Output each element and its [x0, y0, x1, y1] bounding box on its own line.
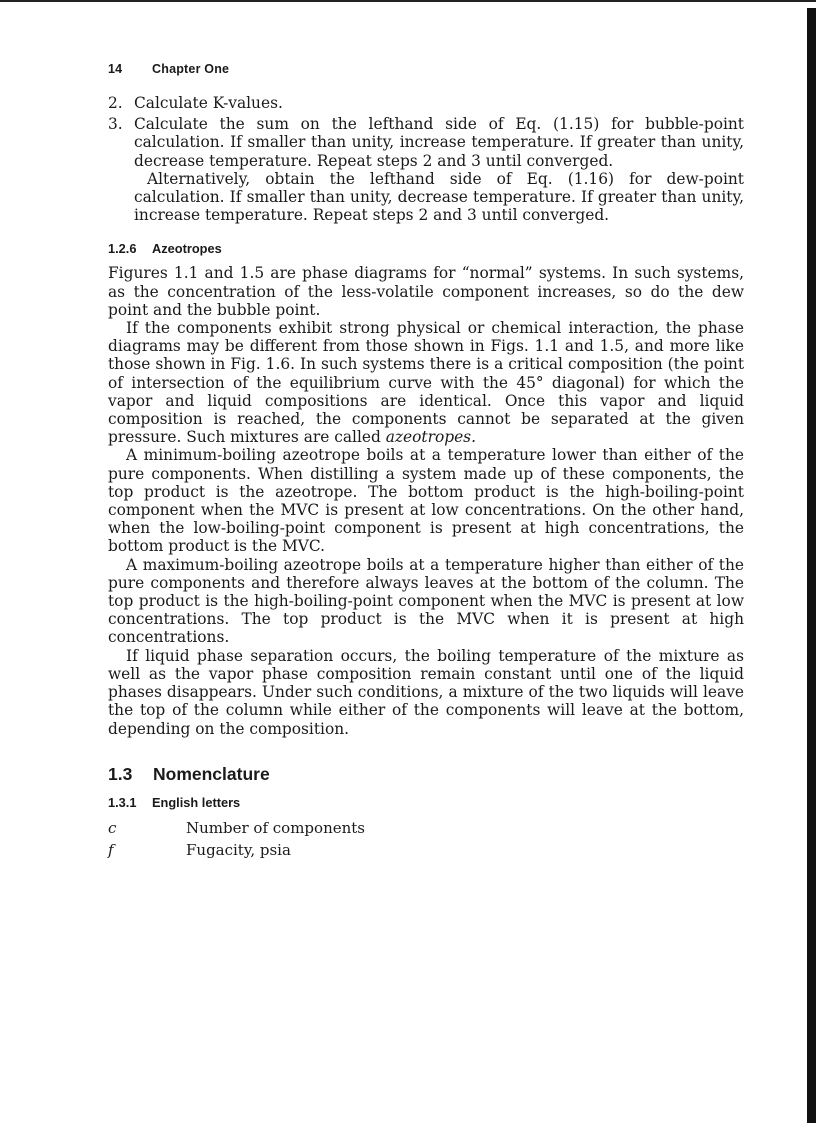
alternative-paragraph: Alternatively, obtain the lefthand side of Eq. (1.16) for dew-point calculation. If smaller than unity, decrease temperature. If greater than unity, increase temperature. Repeat steps 2 and 3 until converged.	[134, 169, 744, 225]
section-number: 1.2.6	[108, 241, 137, 257]
page-number: 14	[108, 62, 123, 76]
azeotropes-body	[108, 264, 744, 737]
section-number: 1.3	[108, 763, 133, 784]
paragraph-text: If the components exhibit strong physical or chemical interaction, the phase diagrams may be different from those shown in Figs. 1.1 and 1.5, and more like those shown in Fig. 1.6. In such systems there is a critical composition (the point of intersection of the equilibrium curve with the 45° diagonal) for which the vapor and liquid compositions are identical. Once this vapor and liquid composition is reached, the components cannot be separated at the given pressure. Such mixtures are called	[108, 319, 744, 447]
nomenclature-symbol: c	[108, 818, 117, 837]
paragraph: Figures 1.1 and 1.5 are phase diagrams for “normal” systems. In such systems, as the concentration of the less-volatile component increases, so do the dew point and the bubble point.	[108, 264, 744, 319]
step-text: Calculate the sum on the lefthand side of Eq. (1.15) for bubble-point calculation. If smaller than unity, increase temperature. If greater than unity, decrease temperature. Repeat steps 2 and 3 until converged.	[134, 115, 744, 170]
paragraph: A minimum-boiling azeotrope boils at a temperature lower than either of the pure components. When distilling a system made up of these components, the top product is the azeotrope. The bottom product is the high-boiling-point component when the MVC is present at low concentrations. On the other hand, when the low-boiling-point component is present at high concentrations, the bottom product is the MVC.	[108, 446, 744, 556]
step-text: Calculate K-values.	[134, 94, 283, 112]
paragraph	[108, 319, 744, 446]
azeotropes-term: azeotropes.	[385, 428, 476, 447]
section-title: Nomenclature	[153, 763, 270, 784]
list-item	[108, 840, 744, 860]
nomenclature-symbol: f	[108, 840, 114, 859]
nomenclature-definition: Number of components	[186, 818, 365, 837]
section-title: Azeotropes	[152, 241, 222, 257]
list-item	[108, 115, 744, 170]
list-item	[108, 94, 744, 112]
section-number: 1.3.1	[108, 794, 137, 810]
step-number: 2.	[108, 94, 123, 112]
step-number: 3.	[108, 115, 123, 134]
right-edge-bar	[807, 8, 816, 1123]
page-content	[108, 62, 744, 860]
chapter-title: Chapter One	[152, 62, 230, 76]
paragraph: If liquid phase separation occurs, the boiling temperature of the mixture as well as the vapor phase composition remain constant until one of the liquid phases disappears. Under such conditions, a mixture of the two liquids will leave the top of the column while either of the components will leave at the bottom, depending on the composition.	[108, 646, 744, 738]
nomenclature-definition: Fugacity, psia	[186, 840, 291, 859]
section-title: English letters	[152, 794, 241, 810]
subsection-heading-english-letters	[108, 795, 744, 810]
section-heading-nomenclature	[108, 764, 744, 785]
running-head	[108, 62, 744, 76]
steps-list	[108, 94, 744, 224]
subsection-heading-azeotropes	[108, 241, 744, 256]
list-item	[108, 818, 744, 838]
top-border-rule	[0, 0, 816, 2]
nomenclature-list	[108, 818, 744, 860]
paragraph: A maximum-boiling azeotrope boils at a temperature higher than either of the pure components and therefore always leaves at the bottom of the column. The top product is the high-boiling-point component when the MVC is present at low concentrations. The top product is the MVC when it is present at high concentrations.	[108, 555, 744, 647]
